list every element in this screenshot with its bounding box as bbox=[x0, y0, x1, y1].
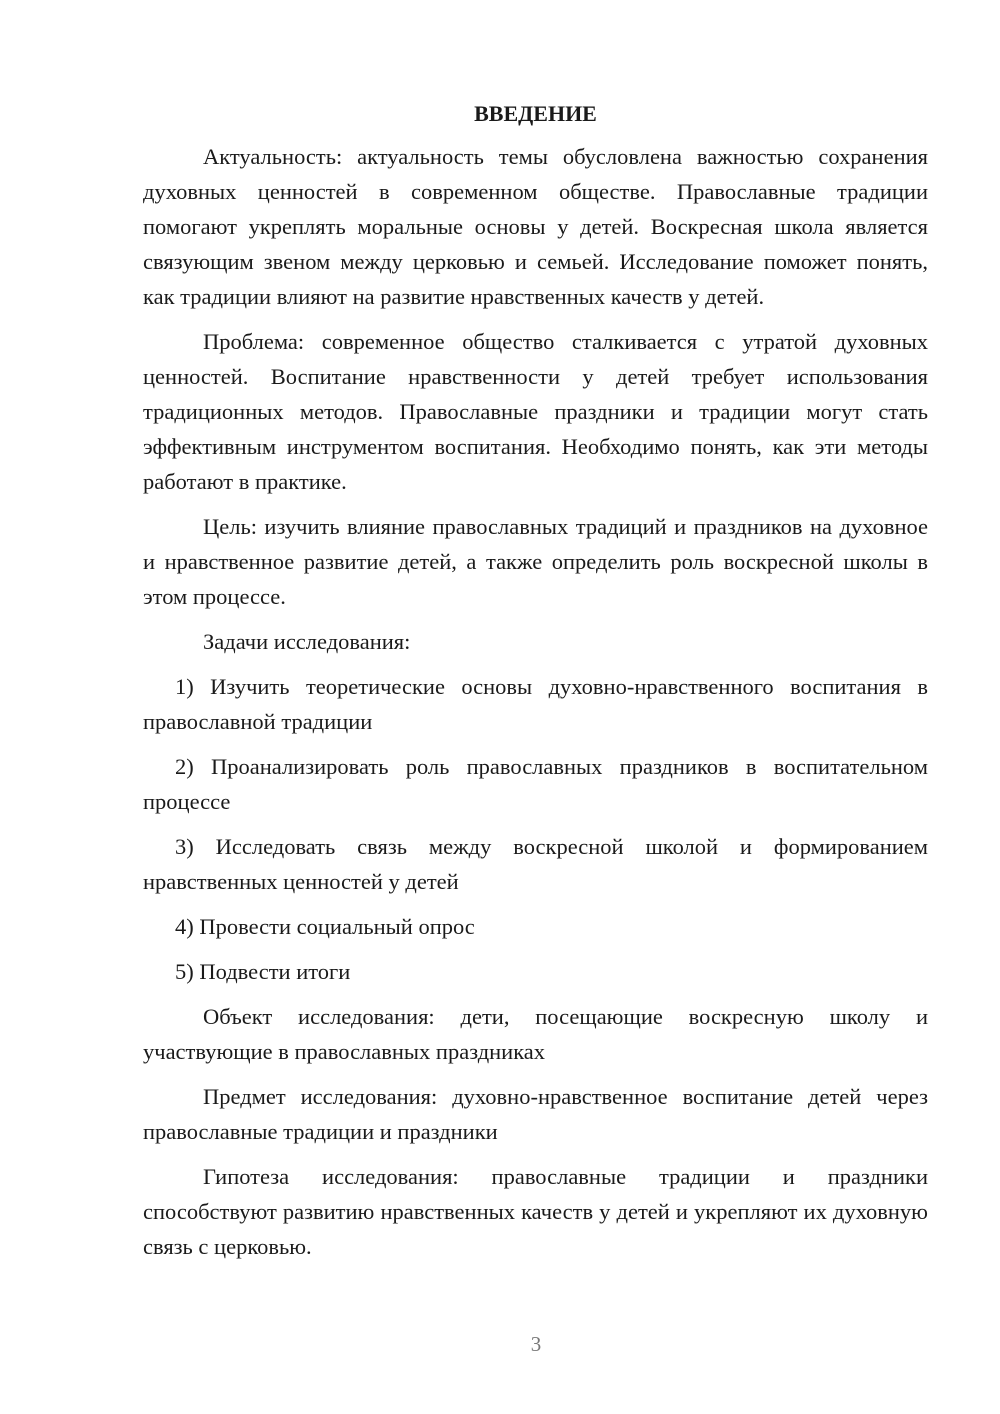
task-item-1: 1) Изучить теоретические основы духовно-нравственного воспитания в православной традиции bbox=[143, 674, 928, 734]
paragraph-goal: Цель: изучить влияние православных традиций и праздников на духовное и нравственное развитие детей, а также определить роль воскресной школы в этом процессе. bbox=[143, 514, 928, 609]
paragraph-hypothesis: Гипотеза исследования: православные традиции и праздники способствуют развитию нравственных качеств у детей и укрепляют их духовную связь с церковью. bbox=[143, 1164, 928, 1259]
paragraph-problem: Проблема: современное общество сталкивается с утратой духовных ценностей. Воспитание нравственности у детей требует использования традиционных методов. Православные праздники и традиции могут стать эффективным инструментом воспитания. Необходимо понять, как эти методы работают в практике. bbox=[143, 329, 928, 494]
task-item-3: 3) Исследовать связь между воскресной школой и формированием нравственных ценностей у детей bbox=[143, 834, 928, 894]
paragraph-tasks-heading: Задачи исследования: bbox=[203, 629, 411, 654]
page-number: 3 bbox=[530, 1332, 542, 1356]
paragraph-object: Объект исследования: дети, посещающие воскресную школу и участвующие в православных праздниках bbox=[143, 1004, 928, 1064]
paragraph-subject: Предмет исследования: духовно-нравственное воспитание детей через православные традиции и праздники bbox=[143, 1084, 928, 1144]
section-title: ВВЕДЕНИЕ bbox=[474, 101, 597, 126]
task-item-5: 5) Подвести итоги bbox=[175, 959, 351, 984]
paragraph-relevance: Актуальность: актуальность темы обусловлена важностью сохранения духовных ценностей в современном обществе. Православные традиции помогают укреплять моральные основы у детей. Воскресная школа является связующим звеном между церковью и семьей. Исследование поможет понять, как традиции влияют на развитие нравственных качеств у детей. bbox=[143, 144, 928, 309]
task-item-2: 2) Проанализировать роль православных праздников в воспитательном процессе bbox=[143, 754, 928, 814]
page-content bbox=[143, 96, 928, 1274]
task-item-4: 4) Провести социальный опрос bbox=[175, 914, 475, 939]
